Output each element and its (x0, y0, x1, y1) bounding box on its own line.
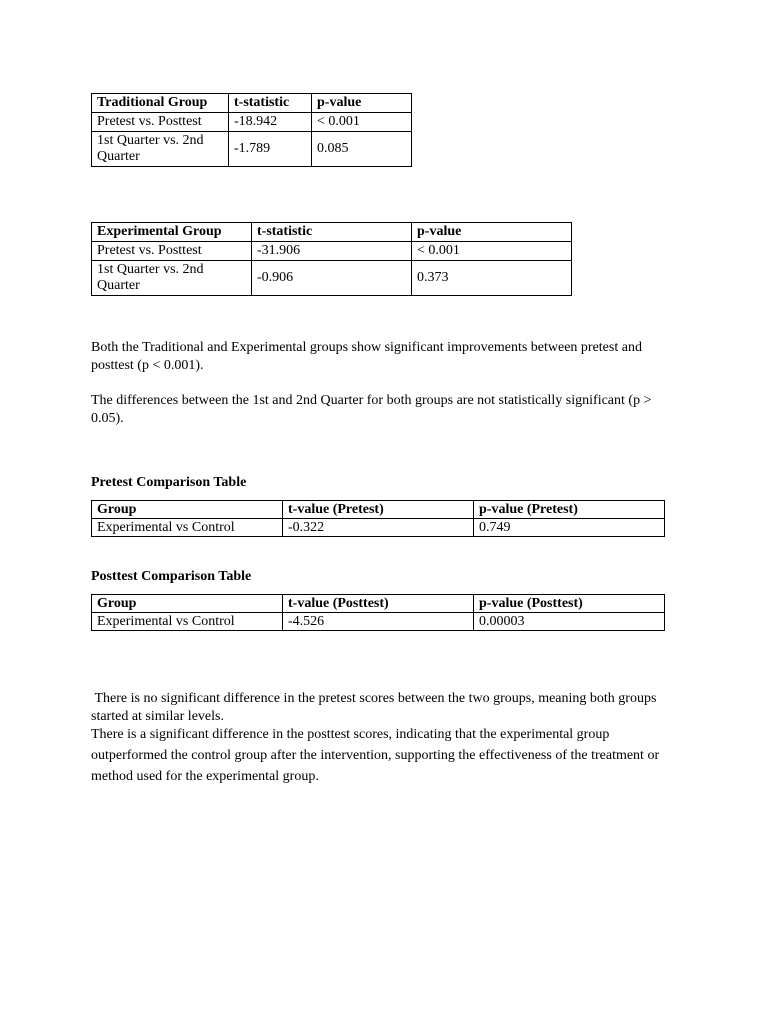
column-header: Group (92, 595, 283, 613)
posttest-table-title: Posttest Comparison Table (91, 569, 252, 584)
table-cell: -4.526 (283, 613, 474, 631)
table-header-row (92, 223, 572, 242)
summary-paragraph-quarters: The differences between the 1st and 2nd Quarter for both groups are not statistically significant (p > 0.05). (91, 393, 652, 426)
table-cell: 0.749 (474, 519, 665, 537)
table-cell: 1st Quarter vs. 2nd Quarter (92, 132, 229, 167)
table-cell: -1.789 (229, 132, 312, 167)
table-header-row (92, 501, 665, 519)
column-header: t-value (Pretest) (283, 501, 474, 519)
column-header: p-value (312, 94, 412, 113)
experimental-group-table (91, 222, 572, 296)
column-header: t-statistic (229, 94, 312, 113)
pretest-comparison-table (91, 500, 665, 537)
column-header: t-value (Posttest) (283, 595, 474, 613)
table-header-row (92, 94, 412, 113)
conclusion-paragraph-posttest: There is a significant difference in the posttest scores, indicating that the experimental group outperformed the control group after the intervention, supporting the effectiveness of the treatment or method used for the experimental group. (91, 727, 660, 784)
conclusion-paragraph-pretest: There is no significant difference in the pretest scores between the two groups, meaning both groups started at similar levels. (91, 691, 660, 724)
column-header: p-value (Posttest) (474, 595, 665, 613)
column-header: Traditional Group (92, 94, 229, 113)
table-row (92, 132, 412, 167)
table-cell: -18.942 (229, 113, 312, 132)
table-cell: 0.085 (312, 132, 412, 167)
column-header: t-statistic (252, 223, 412, 242)
table-row (92, 613, 665, 631)
column-header: p-value (412, 223, 572, 242)
table-cell: Pretest vs. Posttest (92, 242, 252, 261)
table-cell: < 0.001 (312, 113, 412, 132)
table-cell: Experimental vs Control (92, 613, 283, 631)
table-cell: -0.322 (283, 519, 474, 537)
posttest-comparison-table (91, 594, 665, 631)
table-row (92, 519, 665, 537)
table-row (92, 113, 412, 132)
table-cell: -31.906 (252, 242, 412, 261)
table-cell: 1st Quarter vs. 2nd Quarter (92, 261, 252, 296)
table-cell: < 0.001 (412, 242, 572, 261)
table-row (92, 261, 572, 296)
table-cell: Pretest vs. Posttest (92, 113, 229, 132)
traditional-group-table (91, 93, 412, 167)
table-cell: -0.906 (252, 261, 412, 296)
summary-paragraph-improvements: Both the Traditional and Experimental groups show significant improvements between pretest and posttest (p < 0.001). (91, 340, 642, 373)
column-header: Experimental Group (92, 223, 252, 242)
table-cell: 0.373 (412, 261, 572, 296)
table-cell: Experimental vs Control (92, 519, 283, 537)
table-cell: 0.00003 (474, 613, 665, 631)
table-row (92, 242, 572, 261)
column-header: p-value (Pretest) (474, 501, 665, 519)
column-header: Group (92, 501, 283, 519)
pretest-table-title: Pretest Comparison Table (91, 475, 247, 490)
table-header-row (92, 595, 665, 613)
